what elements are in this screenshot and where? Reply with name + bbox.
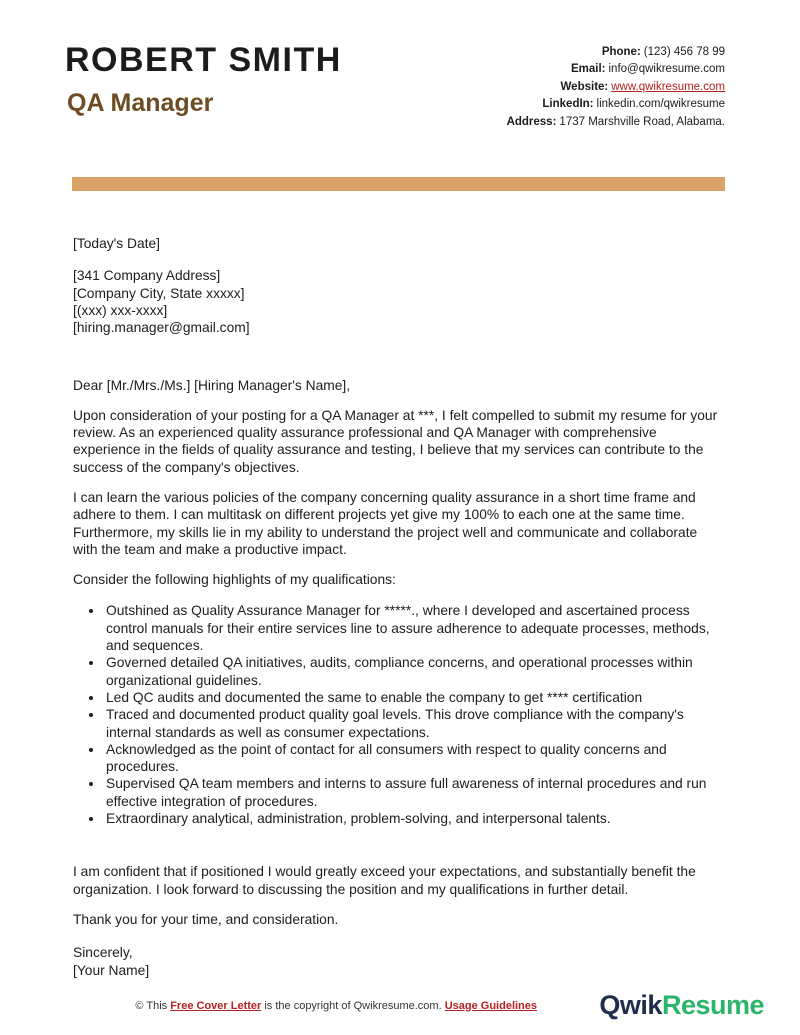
contact-label: LinkedIn:: [542, 98, 594, 111]
qualification-item: • Outshined as Quality Assurance Manager for *****., where I developed and ascertained process control manuals for their entire services line to assure adherence to adequate processes, methods, and sequences.: [104, 602, 724, 654]
qualification-item: • Extraordinary analytical, administration, problem-solving, and interpersonal talents.: [104, 810, 724, 827]
contact-value: info@qwikresume.com: [608, 63, 725, 76]
copyright-middle: is the copyright of Qwikresume.com.: [261, 999, 445, 1012]
contact-value: linkedin.com/qwikresume: [596, 98, 725, 111]
company-address-line: [hiring.manager@gmail.com]: [73, 320, 250, 336]
contact-row-phone: [507, 44, 725, 61]
copyright-prefix: © This: [135, 999, 171, 1012]
logo-qwik-text: Qwik: [599, 990, 662, 1020]
usage-guidelines-link[interactable]: Usage Guidelines: [444, 999, 538, 1012]
footer: [73, 990, 764, 1021]
qualification-item: • Traced and documented product quality goal levels. This drove compliance with the company's internal standards as well as consumer expectations.: [104, 706, 724, 741]
qualifications-intro: Consider the following highlights of my qualifications:: [73, 572, 396, 588]
website-link[interactable]: www.qwikresume.com: [611, 80, 725, 93]
contact-label: Email:: [570, 63, 606, 76]
signoff-name: [Your Name]: [73, 962, 150, 978]
qualifications-list: [73, 602, 724, 827]
contact-info-block: [507, 42, 725, 131]
contact-row-email: [507, 61, 725, 78]
company-address-block: [73, 267, 724, 336]
thanks-line: Thank you for your time, and consideration.: [73, 911, 339, 927]
signoff-block: [73, 944, 724, 979]
closing-paragraph: I am confident that if positioned I would greatly exceed your expectations, and substantially benefit the organization. I look forward to discussing the position and my qualifications in further detail.: [73, 864, 696, 897]
copyright-text: [73, 1000, 599, 1012]
divider-bar: [72, 177, 725, 191]
company-address-line: [Company City, State xxxxx]: [73, 285, 245, 301]
contact-value: 1737 Marshville Road, Alabama.: [559, 115, 725, 128]
qualification-item: • Acknowledged as the point of contact for all consumers with respect to quality concerns and procedures.: [104, 741, 724, 776]
company-address-line: [(xxx) xxx-xxxx]: [73, 302, 168, 318]
contact-row-website: [507, 79, 725, 96]
logo-resume-text: Resume: [661, 990, 764, 1020]
contact-label: Website:: [560, 80, 609, 93]
contact-label: Phone:: [601, 46, 641, 58]
candidate-name: ROBERT SMITH: [65, 41, 342, 79]
contact-value: (123) 456 78 99: [643, 46, 725, 58]
paragraph-intro: Upon consideration of your posting for a QA Manager at ***, I felt compelled to submit my resume for your review. As an experienced quality assurance professional and QA Manager with comprehensive experience in the fields of quality assurance and testing, I believe that my services can contribute to the success of the company's objectives.: [73, 407, 718, 475]
signoff-sincerely: Sincerely,: [73, 945, 133, 961]
candidate-job-title: QA Manager: [67, 89, 214, 118]
qualification-item: • Led QC audits and documented the same to enable the company to get **** certification: [104, 689, 724, 706]
contact-row-linkedin: [507, 96, 725, 113]
name-block: [65, 42, 342, 118]
contact-label: Address:: [506, 115, 557, 128]
qwikresume-logo: [599, 990, 764, 1021]
qualification-item: • Supervised QA team members and interns to assure full awareness of internal procedures and run effective integration of procedures.: [104, 775, 724, 810]
header: [0, 0, 800, 131]
company-address-line: [341 Company Address]: [73, 268, 221, 284]
letter-body: [0, 191, 800, 979]
qualification-item: • Governed detailed QA initiatives, audits, compliance concerns, and operational processes within organizational guidelines.: [104, 654, 724, 689]
contact-row-address: [507, 114, 725, 131]
free-cover-letter-link[interactable]: Free Cover Letter: [170, 999, 262, 1012]
date-line: [Today's Date]: [73, 236, 160, 252]
salutation: Dear [Mr./Mrs./Ms.] [Hiring Manager's Name],: [73, 377, 351, 393]
paragraph-skills: I can learn the various policies of the company concerning quality assurance in a short time frame and adhere to them. I can multitask on different projects yet give my 100% to each one at the same time. Furthermore, my skills lie in my ability to understand the project well and communicate and collaborate with the team and make a productive impact.: [73, 490, 698, 557]
